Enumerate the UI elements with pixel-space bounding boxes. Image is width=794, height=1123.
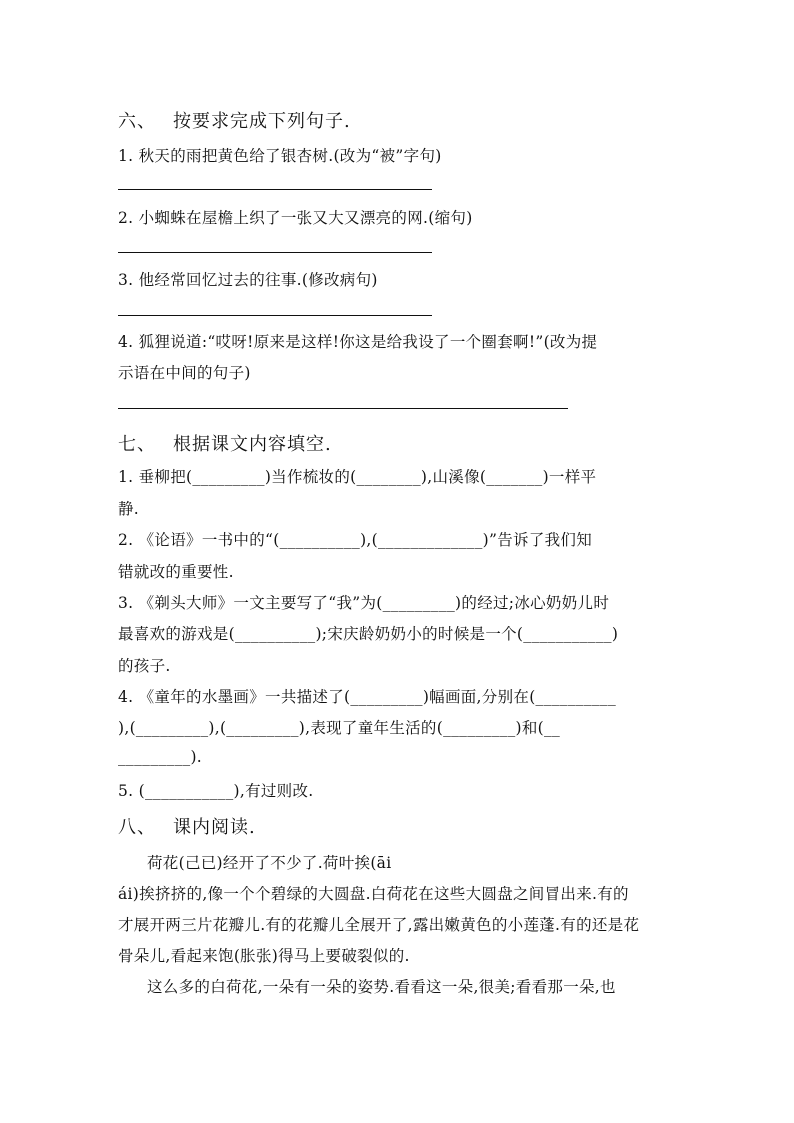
- s7-question-3-line-3: 的孩子.: [118, 657, 171, 675]
- section-7-title: 根据课文内容填空.: [173, 434, 332, 455]
- s7-question-3-line-1: 3. 《剃头大师》一文主要写了“我”为(_________)的经过;冰心奶奶儿时: [118, 594, 610, 612]
- s7-question-1-line-1: 1. 垂柳把(_________)当作梳妆的(________),山溪像(_______)一样平: [118, 468, 597, 486]
- s7-question-2-line-1: 2. 《论语》一书中的“(__________),(_____________)”告诉了我们知: [118, 531, 593, 549]
- s6-answer-line-4[interactable]: [118, 408, 568, 409]
- s7-question-3-line-2: 最喜欢的游戏是(__________);宋庆龄奶奶小的时候是一个(___________): [118, 625, 619, 643]
- s6-question-4-line-2: 示语在中间的句子): [118, 364, 251, 382]
- s6-answer-line-2[interactable]: [118, 252, 432, 253]
- reading-paragraph-1-line-2: ái)挨挤挤的,像一个个碧绿的大圆盘.白荷花在这些大圆盘之间冒出来.有的: [118, 885, 629, 903]
- s6-question-4-line-1: 4. 狐狸说道:“哎呀!原来是这样!你这是给我设了一个圈套啊!”(改为提: [118, 333, 598, 351]
- s7-question-4-line-1: 4. 《童年的水墨画》一共描述了(_________)幅画面,分别在(__________: [118, 688, 617, 706]
- section-7-number: 七、: [118, 434, 156, 455]
- reading-paragraph-1-line-1: 荷花(己已)经开了不少了.荷叶挨(āi: [147, 854, 392, 872]
- s7-question-5: 5. (___________),有过则改.: [118, 782, 314, 800]
- section-8-title: 课内阅读.: [173, 817, 256, 838]
- s7-question-4-line-3: _________).: [118, 748, 203, 766]
- s6-answer-line-3[interactable]: [118, 315, 432, 316]
- section-6-number: 六、: [118, 111, 156, 132]
- reading-paragraph-1-line-3: 才展开两三片花瓣儿.有的花瓣儿全展开了,露出嫩黄色的小莲蓬.有的还是花: [118, 916, 640, 934]
- section-6-heading: [118, 107, 351, 133]
- s6-question-1: 1. 秋天的雨把黄色给了银杏树.(改为“被”字句): [118, 147, 442, 165]
- s6-question-2: 2. 小蜘蛛在屋檐上织了一张又大又漂亮的网.(缩句): [118, 209, 473, 227]
- section-8-number: 八、: [118, 817, 156, 838]
- section-6-title: 按要求完成下列句子.: [173, 111, 351, 132]
- s6-question-3: 3. 他经常回忆过去的往事.(修改病句): [118, 271, 378, 289]
- section-8-heading: [118, 813, 256, 839]
- s6-answer-line-1[interactable]: [118, 189, 432, 190]
- s7-question-1-line-2: 静.: [118, 500, 140, 518]
- reading-paragraph-1-line-4: 骨朵儿,看起来饱(胀张)得马上要破裂似的.: [118, 947, 410, 965]
- s7-question-4-line-2: ),(_________),(_________),表现了童年生活的(_________)和(__: [118, 719, 561, 737]
- s7-question-2-line-2: 错就改的重要性.: [118, 563, 234, 581]
- section-7-heading: [118, 430, 332, 456]
- reading-paragraph-2-line-1: 这么多的白荷花,一朵有一朵的姿势.看看这一朵,很美;看看那一朵,也: [147, 978, 616, 996]
